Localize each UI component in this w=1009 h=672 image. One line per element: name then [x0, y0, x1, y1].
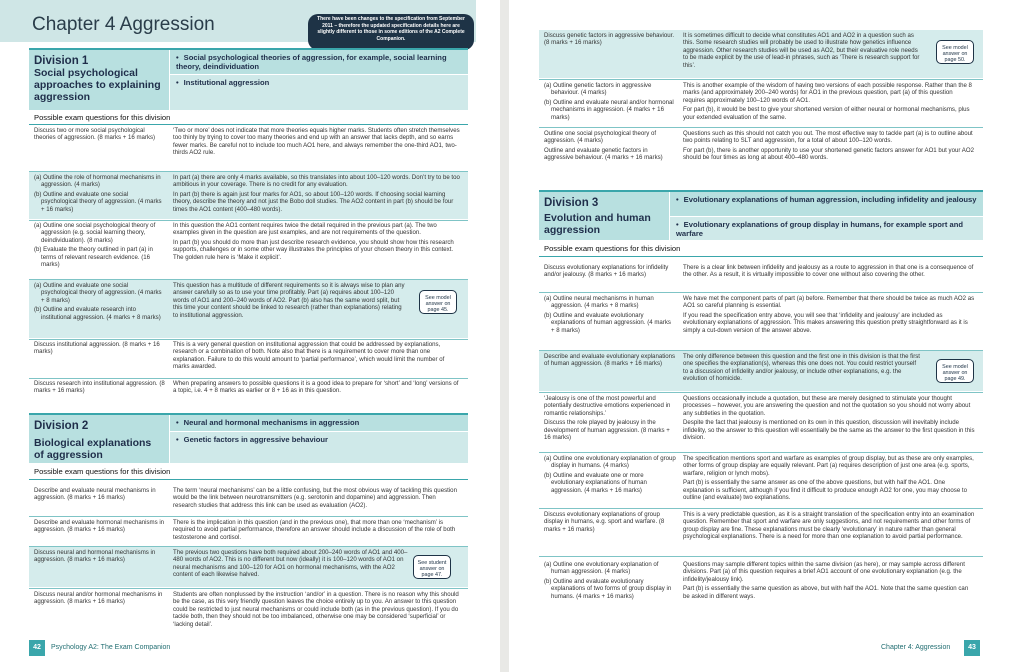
chapter-title: Chapter 4 Aggression [32, 14, 215, 35]
specification-note: There have been changes to the specification from September 2011 – therefore the updated specification details here are slightly different to those in some editions of the A2 Complete Companion. [308, 14, 474, 50]
see-model-answer-badge: See model answer on page 50. [936, 40, 974, 64]
possible-questions-label: Possible exam questions for this division [34, 467, 171, 476]
exam-question-part-b: (b) Outline and evaluate one social psychological theory of aggression. (4 marks + 16 marks) [34, 190, 162, 213]
exam-advice-part-b: In part (b) you should do more than just describe research evidence, you should show how this research supports, challenges or in some other way illustrates the principles of your chosen theory in this context. The golden rule here is ‘Make it explicit’. [173, 238, 454, 261]
row-divider [29, 516, 468, 517]
division-3-spec-1: • Evolutionary explanations of human aggression, including infidelity and jealousy [670, 192, 983, 216]
exam-question-part-b: Outline and evaluate genetic factors in aggressive behaviour. (4 marks + 16 marks) [544, 146, 663, 162]
exam-advice: This question has a multitude of different requirements so it is always wise to plan any answer carefully so as to use your time profitably. Part (a) requires about 100–120 words of AO1 and 200–240 words of AO2. Part (b) also has the same word split, but this time your content should be linked to research (rather than explanations) relating to institutional aggression. [173, 282, 405, 319]
possible-questions-label: Possible exam questions for this division [544, 244, 681, 253]
see-model-answer-badge: See model answer on page 45. [419, 290, 457, 314]
page-number: 43 [964, 640, 980, 656]
division-3-title-block [539, 192, 669, 240]
row-divider [539, 452, 983, 453]
division-1-spec-1: • Social psychological theories of aggression, for example, social learning theory, deindividuation [170, 50, 468, 74]
exam-question-part-b: (b) Outline and evaluate neural and/or hormonal mechanisms in aggression. (4 marks + 16 marks) [544, 98, 674, 121]
exam-question: Discuss genetic factors in aggressive behaviour. (8 marks + 16 marks) [544, 32, 675, 47]
table-row [29, 280, 468, 338]
exam-advice: We have met the component parts of part (a) before. Remember that there should be twice as much AO2 as AO1 so careful planning is essential. [683, 295, 975, 310]
table-row [29, 380, 468, 404]
exam-question-part-a: (a) Outline one social psychological theory of aggression (e.g. social learning theory, deindividuation). (8 marks) [34, 222, 156, 244]
division-title: Evolution and human aggression [544, 212, 651, 236]
exam-advice: This is another example of the wisdom of having two versions of each possible response. Rather than the 8 marks (and approximately 200–240 words) for AO1 in the previous question, part (a) of this question requires approximately 100–120 words of AO1. [683, 82, 972, 104]
exam-question: Discuss the role played by jealousy in the development of human aggression. (8 marks + 16 marks) [544, 419, 670, 442]
exam-advice: The term ‘neural mechanisms’ can be a little confusing, but the most obvious way of tackling this question would be the link between neurotransmitters (e.g. serotonin and dopamine) and aggression. Then research studies that address this link can be used as evaluation (AO2). [173, 487, 457, 509]
table-row [29, 519, 468, 545]
exam-advice: There is the implication in this question (and in the previous one), that more than one ‘mechanism’ is required to avoid partial performance, therefore an answer should include a discussion of the role of both testosterone and cortisol. [173, 519, 456, 541]
table-row [29, 127, 468, 169]
exam-question-part-b: (b) Outline and evaluate evolutionary explanations of human aggression. (4 marks + 8 marks) [544, 311, 671, 334]
division-2-spec-1: • Neural and hormonal mechanisms in aggression [170, 415, 468, 431]
row-divider [29, 220, 468, 221]
table-row [29, 341, 468, 377]
page-number: 42 [29, 640, 45, 656]
division-number: Division 2 [34, 420, 89, 432]
exam-advice: There is a clear link between infidelity and jealousy as a route to aggression in that one is a consequence of the other. As a result, it is virtually impossible to cover one without also covering the other. [683, 264, 974, 279]
exam-question: Discuss two or more social psychological theories of aggression. (8 marks + 16 marks) [34, 127, 156, 142]
table-row [539, 295, 983, 347]
exam-question: Discuss institutional aggression. (8 marks + 16 marks) [34, 341, 160, 356]
see-model-answer-badge: See model answer on page 49. [936, 359, 974, 383]
exam-question-part-b: (b) Outline and evaluate evolutionary explanations of two forms of group display in humans. (4 marks + 16 marks) [544, 577, 672, 600]
table-row [539, 511, 983, 555]
table-row [539, 82, 983, 127]
table-row [29, 547, 468, 587]
exam-advice-part-b: Part (b) is essentially the same question as above, but with half the AO1. Note that the same question can be asked in different ways. [683, 585, 969, 600]
exam-question-part-b: (b) Outline and evaluate research into institutional aggression. (4 marks + 8 marks) [34, 306, 161, 321]
table-row [539, 561, 983, 626]
division-1-title-block [29, 50, 169, 110]
row-divider [29, 588, 468, 589]
exam-advice: This is a very general question on institutional aggression that could be addressed by explanations, research or a combination of both. Note also that there is a requirement to cover more than one explanation. Failure to do this would amount to ‘partial performance’, which would limit the number of marks awarded. [173, 341, 445, 371]
exam-advice: The previous two questions have both required about 200–240 words of AO1 and 400–480 words of AO2. This is no different but now (ideally) it is 100–120 words of AO1 on neural mechanisms and 100–120 for AO1 on hormonal mechanisms, with the AO2 content of each likewise halved. [173, 549, 408, 579]
table-top-rule [29, 479, 468, 480]
exam-advice: It is sometimes difficult to decide what constitutes AO1 and AO2 in a question such as this. Some research studies will probably be used to illustrate how genetics influence aggression. Other research studies will be used as AO2, but their evaluative role needs to be made explicit by the use of lead-in phrases, such as ‘There is research support for this’. [683, 32, 920, 69]
exam-question: Discuss neural and/or hormonal mechanisms in aggression. (8 marks + 16 marks) [34, 591, 163, 606]
exam-question: Describe and evaluate neural mechanisms in aggression. (8 marks + 16 marks) [34, 487, 156, 502]
division-2-title-block [29, 415, 169, 463]
table-row [29, 172, 468, 219]
exam-question: Discuss research into institutional aggression. (8 marks + 16 marks) [34, 380, 165, 395]
exam-advice: The specification mentions sport and warfare as examples of group display, but as these are only examples, other forms of group display are equally relevant. Part (a) requires description of just one area (e.g. sports, warfare, religion or lynch mobs). [683, 455, 974, 477]
table-top-rule [539, 256, 983, 257]
exam-question-part-a: Outline one social psychological theory of aggression. (4 marks) [544, 130, 657, 145]
table-row [29, 591, 468, 635]
exam-question: Discuss evolutionary explanations of group display in humans, e.g. sport and warfare. (8 marks + 16 marks) [544, 511, 665, 533]
division-3-spec-2: • Evolutionary explanations of group display in humans, for example sport and warfare [670, 217, 983, 240]
division-title: Biological explanations of aggression [34, 437, 152, 461]
exam-advice: Questions occasionally include a quotation, but these are merely designed to stimulate your thought processes – however, you are answering the question and not the quotation so you should not worry about any subtleties in the quotation. [683, 395, 971, 417]
table-row [29, 222, 468, 277]
exam-question-part-a: (a) Outline neural mechanisms in human aggression. (4 marks + 8 marks) [544, 295, 654, 310]
exam-question-part-a: (a) Outline the role of hormonal mechanisms in aggression. (4 marks) [34, 174, 161, 189]
possible-questions-label: Possible exam questions for this division [34, 113, 171, 122]
exam-question: Discuss neural and hormonal mechanisms in aggression. (8 marks + 16 marks) [34, 549, 156, 564]
exam-advice-part-b: For part (b), it would be best to give your shortened version of either neural or hormonal mechanisms, plus your extended evaluation of the same. [683, 106, 970, 121]
division-title: Social psychological approaches to explaining aggression [34, 67, 161, 103]
exam-question: Describe and evaluate evolutionary explanations of human aggression. (8 marks + 16 marks) [544, 353, 676, 368]
see-student-answer-badge: See student answer on page 47. [413, 555, 451, 579]
right-page [509, 0, 1009, 672]
row-divider [539, 127, 983, 128]
table-row [29, 487, 468, 515]
exam-question: Describe and evaluate hormonal mechanisms in aggression. (8 marks + 16 marks) [34, 519, 165, 534]
exam-advice-part-b: Part (b) is essentially the same answer as one of the above questions, but with half the AO1. One explanation is sufficient, although if you find it difficult to produce enough AO2 for one, you may choose to outline (and evaluate) two explanations. [683, 479, 967, 502]
exam-advice: When preparing answers to possible questions it is a good idea to prepare for ‘short’ and ‘long’ versions of a topic, i.e. 4 + 8 marks as earlier or 8 + 16 as in this question. [173, 380, 459, 395]
exam-question-part-a: (a) Outline one evolutionary explanation of human aggression. (4 marks) [544, 561, 659, 576]
exam-advice: Students are often nonplussed by the instruction ‘and/or’ in a question. There is no reason why this should be the case, as this very friendly question leaves the choice entirely up to you. An answer to this question could be restricted to just neural mechanisms or could include both (as in the previous question). If you do tackle both, then they should not be too imbalanced, otherwise one may be considered ‘superficial’ or ‘lacking detail’. [173, 591, 459, 628]
division-1-spec-2: • Institutional aggression [170, 75, 468, 110]
division-number: Division 3 [544, 197, 599, 209]
row-divider [29, 378, 468, 379]
exam-advice: In this question the AO1 content requires twice the detail required in the previous part (a). The two examples given in the question are just examples, and are not requirements of the question. [173, 222, 437, 237]
footer-book-title: Psychology A2: The Exam Companion [51, 644, 171, 651]
division-number: Division 1 [34, 55, 89, 67]
footer-chapter-title: Chapter 4: Aggression [881, 644, 951, 651]
row-divider [29, 339, 468, 340]
row-divider [539, 392, 983, 393]
exam-advice-part-b: If you read the specification entry above, you will see that ‘infidelity and jealousy’ are included as evolutionary explanations of aggression. This makes answering this question pretty straightforward as it is simply a cut-down version of the answer above. [683, 311, 968, 334]
exam-advice: Questions such as this should not catch you out. The most effective way to tackle part (a) is to outline about two points relating to SLT and aggression, for a total of about 100–120 words. [683, 130, 973, 145]
exam-advice-part-b: In part (b) there is again just four marks for AO1, so about 100–120 words. If choosing social learning theory, describe the theory and not just the Bobo doll studies. The AO2 content in part (b) should be four times the AO1 content (400–480 words). [173, 190, 454, 213]
table-row [539, 130, 983, 178]
table-row [539, 351, 983, 391]
left-page [0, 0, 500, 672]
row-divider [539, 292, 983, 293]
exam-advice: In part (a) there are only 4 marks available, so this translates into about 100–120 words. Don’t try to be too ambitious in your coverage. There is no credit for any evaluation. [173, 174, 460, 189]
table-row [539, 395, 983, 450]
exam-question-part-a: (a) Outline and evaluate one social psychological theory of aggression. (4 marks + 8 marks) [34, 282, 162, 304]
division-2-spec-2: • Genetic factors in aggressive behaviour [170, 432, 468, 463]
exam-question-part-b: (b) Outline and evaluate one or more evolutionary explanations of human aggression. (4 marks + 16 marks) [544, 471, 647, 494]
exam-question-part-a: (a) Outline one evolutionary explanation of group display in humans. (4 marks) [544, 455, 676, 470]
table-top-rule [29, 124, 468, 125]
exam-advice: This is a very predictable question, as it is a straight translation of the specification entry into an examination question. Remember that sport and warfare are only suggestions, and not requirements and other forms of group display are fine. These explanations must be clearly ‘evolutionary’ in nature rather than general psychological explanations. There is a need for more than one explanation to avoid partial performance. [683, 511, 975, 541]
row-divider [539, 508, 983, 509]
row-divider [539, 556, 983, 557]
exam-advice: The only difference between this question and the first one in this division is that the first one specifies the explanation(s), whereas this one does not. You could restrict yourself to a discussion of infidelity and/or jealousy, or include other explanations, e.g. the evolution of homicide. [683, 353, 921, 383]
table-row [539, 455, 983, 507]
row-divider [539, 79, 983, 80]
exam-advice-part-b: For part (b), there is another opportunity to use your shortened genetic factors answer for AO1 but your AO2 should be four times as long at about 400–480 words. [683, 146, 974, 162]
table-row [539, 264, 983, 292]
exam-question-part-b: (b) Evaluate the theory outlined in part (a) in terms of relevant research evidence. (16 marks) [34, 246, 153, 269]
exam-question-part-a: (a) Outline genetic factors in aggressive behaviour. (4 marks) [544, 82, 652, 97]
exam-question-quote: ‘Jealousy is one of the most powerful and potentially destructive emotions experienced in romantic relationships.’ [544, 395, 671, 417]
exam-advice-part-b: Despite the fact that jealousy is mentioned on its own in this question, discussion will inevitably include infidelity, so the answer to this question will essentially be the same as the answer to the first question in this division. [683, 419, 975, 442]
table-row [539, 30, 983, 78]
exam-advice: Questions may sample different topics within the same division (as here), or may sample across different divisions. Part (a) of this question requires a brief AO1 account of one evolutionary explanation (e.g. the infidelity/jealousy link). [683, 561, 965, 583]
exam-advice: ‘Two or more’ does not indicate that more theories equals higher marks. Students often stretch themselves too thinly by trying to cover too many theories and end up with an answer that lacks depth, and so earns fewer marks. Be careful not to include too much AO1 here, and always remember the one-third AO1, two-thirds AO2 rule. [173, 127, 460, 157]
exam-question: Discuss evolutionary explanations for infidelity and/or jealousy. (8 marks + 16 marks) [544, 264, 669, 279]
